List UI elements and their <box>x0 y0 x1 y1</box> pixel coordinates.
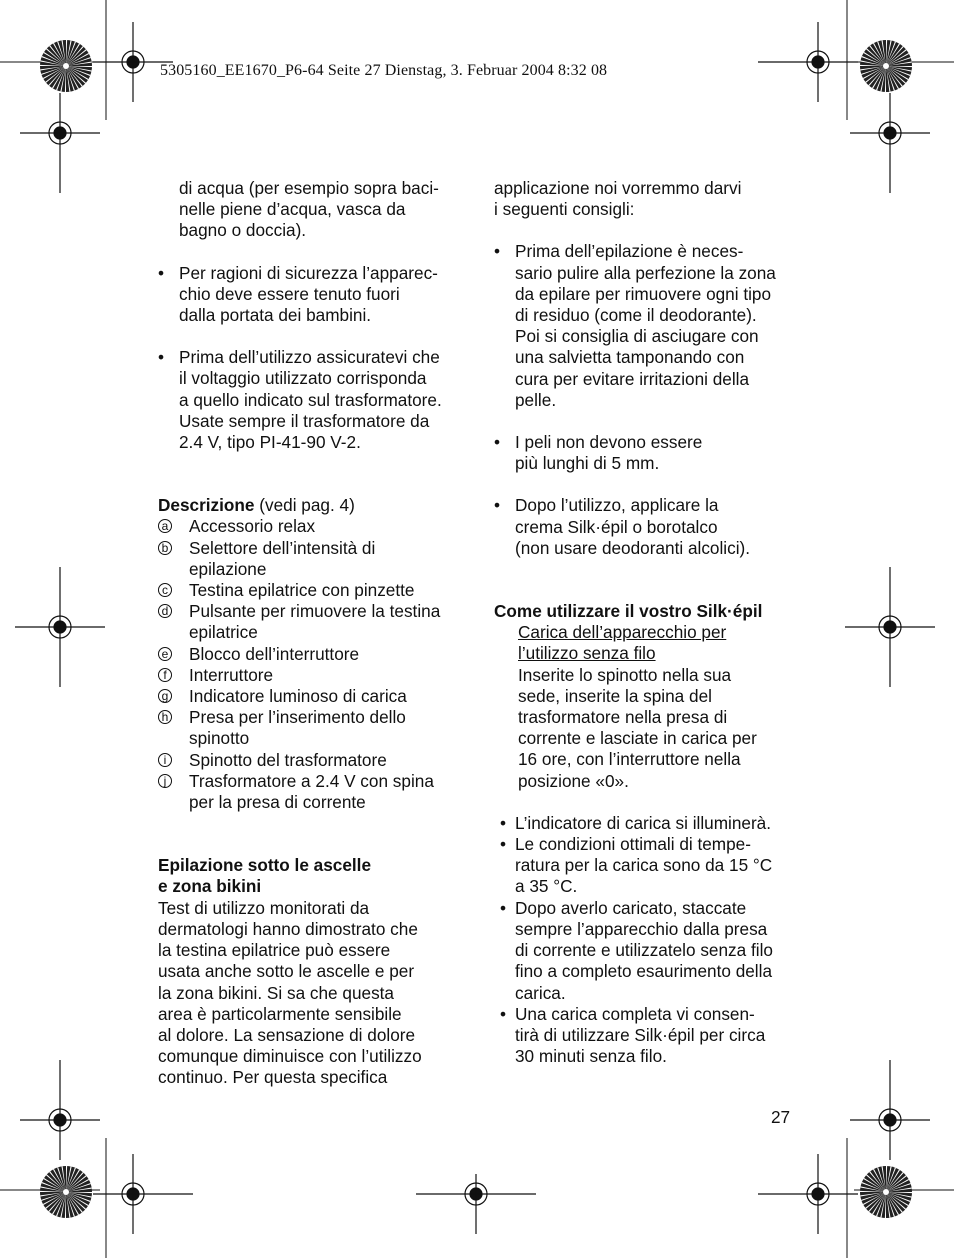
description-section: Descrizione (vedi pag. 4) a Accessorio relax b Selettore dell’intensità di epilazione c Testina epilatrice con pinzette d Pulsante per rimuovere la testina epilatrice e Blocco dell’interruttore f Interruttore g Indicatore luminoso di carica h Presa per l’inserimento dello spinotto i Spinotto del trasformatore j Trasformatore a 2.4 V con spina per la presa di corrente <box>158 495 468 813</box>
page-number: 27 <box>771 1107 791 1127</box>
bullet-icon: • <box>500 1003 507 1024</box>
bullet-icon: • <box>500 834 507 855</box>
voltage-bullet: • Prima dell’utilizzo assicuratevi che il voltaggio utilizzato corrisponda a quello indicato sul trasformatore. Usate sempre il trasformatore da 2.4 V, tipo PI-41-90 V-2. <box>158 347 442 453</box>
hair-length-bullet: • I peli non devono essere più lunghi di 5 mm. <box>494 432 703 474</box>
bullet-icon: • <box>500 812 507 833</box>
aftercare-bullet: • Dopo l’utilizzo, applicare la crema Silk·épil o borotalco (non usare deodoranti alcolici). <box>494 495 751 558</box>
description-item: g Indicatore luminoso di carica <box>158 686 468 707</box>
left-column <box>158 178 468 1089</box>
description-item: i Spinotto del trasformatore <box>158 750 468 771</box>
howto-title: Come utilizzare il vostro Silk·épil <box>494 601 763 622</box>
description-item: e Blocco dell’interruttore <box>158 644 468 665</box>
charging-subtitle: Carica dell’apparecchio per <box>518 622 727 643</box>
charge-bullet: • Dopo averlo caricato, staccate sempre l’apparecchio dalla presa di corrente e utilizzatelo senza filo fino a completo esaurimento della carica. <box>500 897 773 1003</box>
charge-bullet: • L’indicatore di carica si illuminerà. <box>500 812 772 833</box>
cleaning-bullet: • Prima dell’epilazione è neces- sario pulire alla perfezione la zona da epilare per rimuovere ogni tipo di residuo (come il deodorante). Poi si consiglia di asciugare con una salvietta tamponando con cura per evitare irritazioni della pelle. <box>494 241 776 410</box>
description-item: b Selettore dell’intensità di epilazione <box>158 538 468 580</box>
description-item: f Interruttore <box>158 665 468 686</box>
bullet-icon: • <box>158 347 165 368</box>
bullet-icon: • <box>500 897 507 918</box>
charge-bullet: • Le condizioni ottimali di tempe- ratura per la carica sono da 15 °C a 35 °C. <box>500 834 773 897</box>
bullet-icon: • <box>158 262 165 283</box>
bullet-icon: • <box>494 495 501 516</box>
bullet-icon: • <box>494 432 501 453</box>
description-item: h Presa per l’inserimento dello spinotto <box>158 707 468 749</box>
description-item: d Pulsante per rimuovere la testina epilatrice <box>158 601 468 643</box>
right-intro: applicazione noi vorremmo darvi i seguenti consigli: <box>494 178 742 220</box>
print-header: 5305160_EE1670_P6-64 Seite 27 Dienstag, 3. Februar 2004 8:32 08 <box>160 62 608 79</box>
howto-section: Come utilizzare il vostro Silk·épil Carica dell’apparecchio per l’utilizzo senza filo Inserite lo spinotto nella sua sede, inserite la spina del trasformatore nella presa di corrente e lasciate in carica per 16 ore, con l’interruttore nella posizione «0». • L’indicatore di carica si illuminerà. • Le condizioni ottimali di tempe- ratura per la carica sono da 15 °C a 35 °C. • Dopo averlo caricato, staccate sempre l’apparecchio dalla presa di corrente e utilizzatelo senza filo fino a completo esaurimento della carica. • Una carica completa vi consen- tirà di utilizzare Silk·épil per circa 30 minuti senza filo. <box>494 601 804 1067</box>
left-intro: di acqua (per esempio sopra baci- nelle piene d’acqua, vasca da bagno o doccia). <box>179 178 439 241</box>
charge-bullet: • Una carica completa vi consen- tirà di utilizzare Silk·épil per circa 30 minuti senza filo. <box>500 1003 766 1067</box>
description-title: Descrizione <box>158 495 255 516</box>
right-column <box>494 178 804 1067</box>
description-item: j Trasformatore a 2.4 V con spina per la presa di corrente <box>158 771 468 813</box>
bullet-icon: • <box>494 241 501 262</box>
description-item: c Testina epilatrice con pinzette <box>158 580 468 601</box>
safety-bullet: • Per ragioni di sicurezza l’apparec- chio deve essere tenuto fuori dalla portata dei bambini. <box>158 262 438 326</box>
underarm-section: Epilazione sotto le ascelle e zona bikini Test di utilizzo monitorati da dermatologi hanno dimostrato che la testina epilatrice può essere usata anche sotto le ascelle e per la zona bikini. Si sa che questa area è particolarmente sensibile al dolore. La sensazione di dolore comunque diminuisce con l’utilizzo continuo. Per questa specifica <box>158 855 422 1088</box>
description-item: a Accessorio relax <box>158 516 468 537</box>
